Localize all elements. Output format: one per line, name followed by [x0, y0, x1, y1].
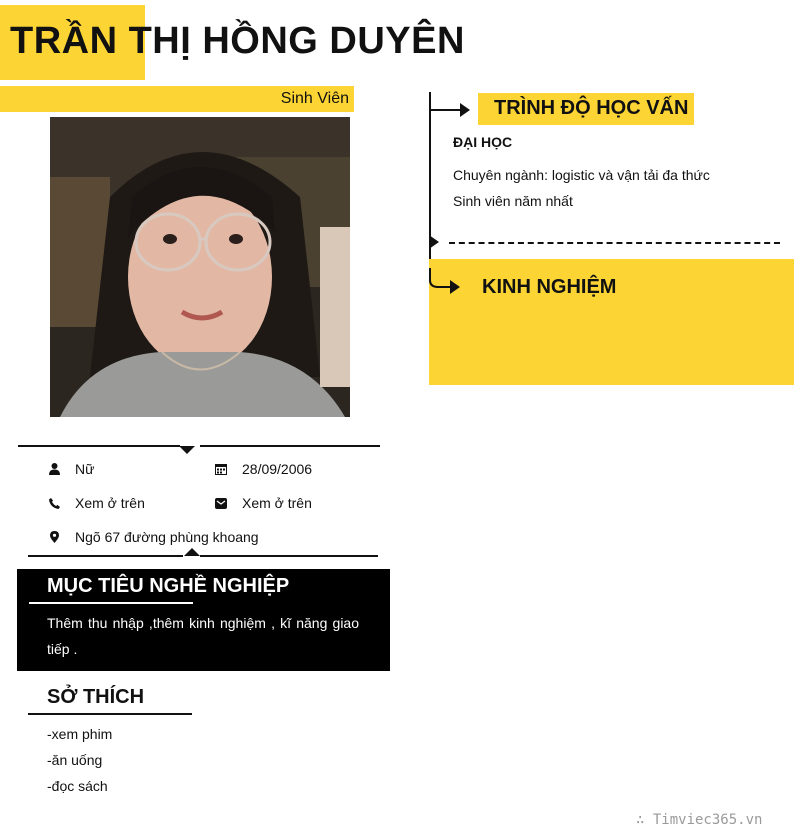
- info-bottom-pointer: [184, 548, 200, 556]
- info-top-divider-left: [18, 445, 180, 447]
- profile-photo-illustration: [50, 117, 350, 417]
- section-dashed-divider: [449, 242, 780, 244]
- profile-photo: [50, 117, 350, 417]
- education-title: TRÌNH ĐỘ HỌC VẤN: [494, 97, 689, 119]
- phone-value: Xem ở trên: [75, 495, 145, 511]
- watermark: ∴ Timviec365.vn: [636, 812, 763, 828]
- divider-marker: [429, 235, 439, 249]
- hobby-item: -ăn uống: [47, 752, 103, 768]
- career-objective-underline: [29, 602, 193, 604]
- hobbies-title: SỞ THÍCH: [47, 686, 145, 708]
- info-address: [47, 529, 259, 545]
- address-value: Ngõ 67 đường phùng khoang: [75, 529, 259, 545]
- education-arrow-line: [431, 109, 461, 111]
- info-bottom-divider-right: [200, 555, 378, 557]
- candidate-role: Sinh Viên: [280, 90, 349, 107]
- info-birthdate: [214, 461, 312, 477]
- envelope-icon: [214, 496, 228, 510]
- career-objective-section: [17, 569, 390, 671]
- info-top-divider-right: [200, 445, 380, 447]
- info-phone: [47, 495, 145, 511]
- info-bottom-divider-left: [28, 555, 183, 557]
- career-objective-text: Thêm thu nhập ,thêm kinh nghiệm , kĩ năng giao tiếp .: [47, 615, 359, 657]
- hobby-item: -đọc sách: [47, 778, 108, 794]
- experience-title: KINH NGHIỆM: [482, 276, 617, 298]
- info-email: [214, 495, 312, 511]
- calendar-icon: [214, 462, 228, 476]
- hobby-item: -xem phim: [47, 726, 113, 742]
- gender-value: Nữ: [75, 461, 95, 477]
- education-status: Sinh viên năm nhất: [453, 193, 573, 209]
- phone-icon: [47, 496, 61, 510]
- birthdate-value: 28/09/2006: [242, 461, 313, 477]
- map-marker-icon: [47, 530, 61, 544]
- info-top-pointer: [179, 446, 195, 454]
- info-gender: [47, 461, 94, 477]
- education-major: Chuyên ngành: logistic và vận tải đa thức: [453, 167, 710, 183]
- hobbies-underline: [28, 713, 192, 715]
- experience-arrow: [428, 268, 468, 308]
- career-objective-title: MỤC TIÊU NGHỀ NGHIỆP: [47, 575, 290, 597]
- education-arrow-head: [460, 103, 470, 117]
- candidate-name: TRẦN THỊ HỒNG DUYÊN: [10, 20, 465, 62]
- user-icon: [47, 462, 61, 476]
- email-value: Xem ở trên: [242, 495, 312, 511]
- role-bar: [0, 86, 354, 112]
- education-degree: ĐẠI HỌC: [453, 134, 513, 150]
